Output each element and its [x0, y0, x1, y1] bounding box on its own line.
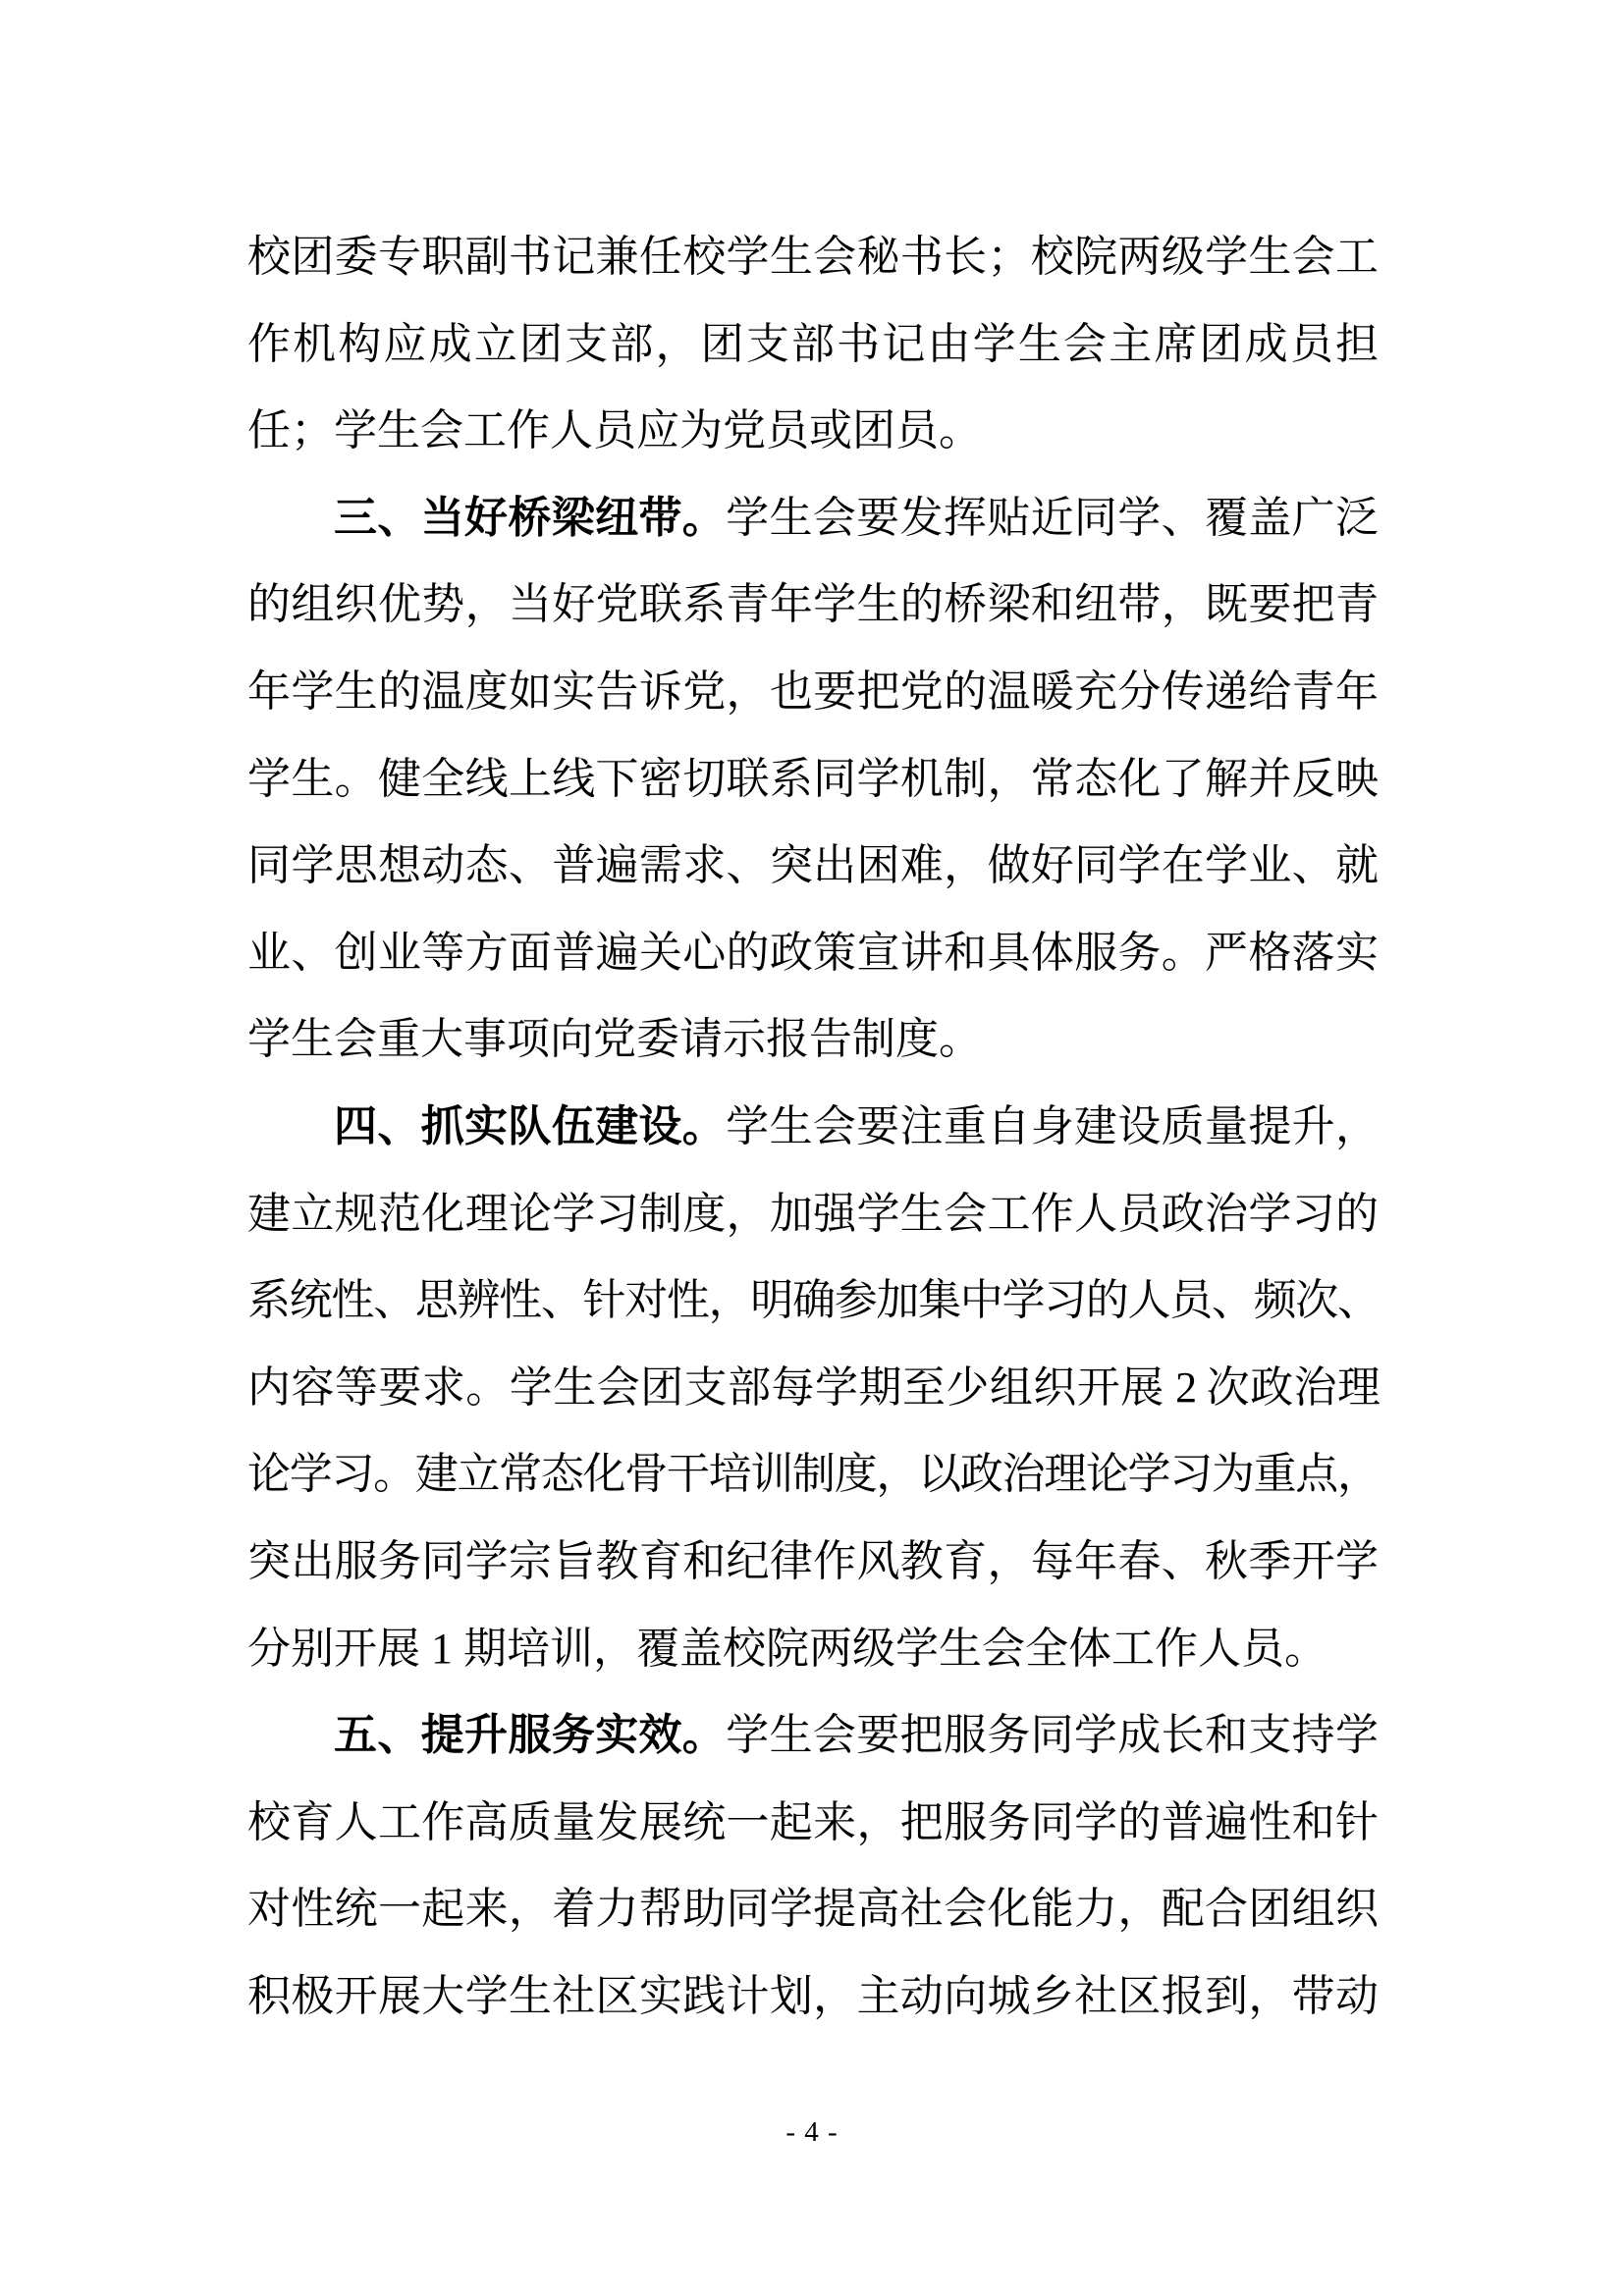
section-heading-run: 五、提升服务实效。: [334, 1711, 727, 1760]
body-text-run: 学生会要把服务同学成长和支持学: [726, 1711, 1380, 1760]
text-line: [247, 1692, 1379, 1780]
text-line: [247, 1431, 1379, 1519]
body-text-run: 作机构应成立团支部，团支部书记由学生会主席团成员担: [247, 319, 1379, 368]
text-line: [247, 561, 1379, 649]
text-line: [247, 1171, 1379, 1258]
text-line: [247, 996, 1379, 1084]
text-line: [247, 1780, 1379, 1867]
body-text-run: 突出服务同学宗旨教育和纪律作风教育，每年春、秋季开学: [247, 1536, 1379, 1585]
body-text-run: 论学习。建立常态化骨干培训制度，以政治理论学习为重点，: [247, 1450, 1379, 1499]
text-line: [247, 736, 1379, 824]
body-text-run: 学生会要注重自身建设质量提升，: [726, 1101, 1380, 1150]
text-line: [247, 1953, 1379, 2041]
text-line: [247, 649, 1379, 736]
body-text-run: 系统性、思辨性、针对性，明确参加集中学习的人员、频次、: [247, 1276, 1379, 1325]
section-heading-run: 四、抓实队伍建设。: [334, 1101, 727, 1150]
body-text-run: 学生会要发挥贴近同学、覆盖广泛: [726, 493, 1380, 542]
body-text-run: 任；学生会工作人员应为党员或团员。: [247, 406, 982, 455]
body-text-run: 分别开展 1 期培训，覆盖校院两级学生会全体工作人员。: [247, 1624, 1327, 1673]
body-text-run: 的组织优势，当好党联系青年学生的桥梁和纽带，既要把青: [247, 580, 1379, 629]
body-text-run: 内容等要求。学生会团支部每学期至少组织开展 2 次政治理: [247, 1362, 1379, 1412]
text-line: [247, 388, 1379, 475]
body-text-run: 积极开展大学生社区实践计划，主动向城乡社区报到，带动: [247, 1971, 1379, 2020]
section-heading-run: 三、当好桥梁纽带。: [334, 493, 727, 542]
body-text-run: 校团委专职副书记兼任校学生会秘书长；校院两级学生会工: [247, 233, 1379, 281]
text-line: [247, 214, 1379, 301]
body-text-run: 业、创业等方面普遍关心的政策宣讲和具体服务。严格落实: [247, 928, 1379, 977]
text-line: [247, 475, 1379, 562]
body-text-run: 校育人工作高质量发展统一起来，把服务同学的普遍性和针: [247, 1797, 1379, 1846]
text-line: [247, 1606, 1379, 1693]
document-body: [247, 214, 1379, 2040]
text-line: [247, 1866, 1379, 1953]
body-text-run: 学生。健全线上线下密切联系同学机制，常态化了解并反映: [247, 754, 1379, 803]
page-number: - 4 -: [785, 2116, 839, 2148]
text-line: [247, 1345, 1379, 1432]
body-text-run: 同学思想动态、普遍需求、突出困难，做好同学在学业、就: [247, 841, 1379, 890]
text-line: [247, 301, 1379, 389]
body-text-run: 建立规范化理论学习制度，加强学生会工作人员政治学习的: [247, 1189, 1379, 1238]
body-text-run: 对性统一起来，着力帮助同学提高社会化能力，配合团组织: [247, 1885, 1379, 1934]
text-line: [247, 910, 1379, 997]
body-text-run: 学生会重大事项向党委请示报告制度。: [247, 1015, 982, 1064]
text-line: [247, 1084, 1379, 1171]
text-line: [247, 823, 1379, 910]
text-line: [247, 1257, 1379, 1345]
text-line: [247, 1519, 1379, 1606]
body-text-run: 年学生的温度如实告诉党，也要把党的温暖充分传递给青年: [247, 667, 1379, 716]
